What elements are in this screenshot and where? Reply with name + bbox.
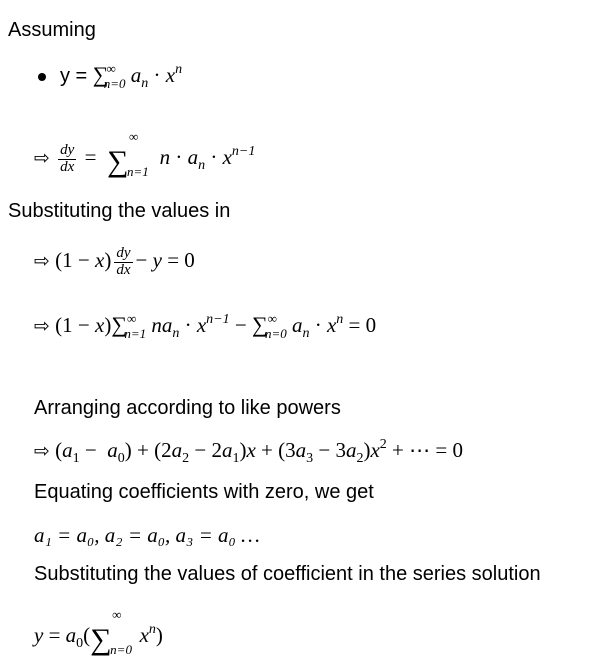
bullet-icon bbox=[38, 73, 46, 81]
heading-arranging: Arranging according to like powers bbox=[34, 397, 341, 419]
equation-like-powers: ⇨ $(a_1 - a_0) + (2a_2 - 2a_1)x + (3a_3 - 3a_2)x^2$ + ⋯ = 0 bbox=[34, 437, 463, 466]
equation-assumption: $y = \sum^\infty_{n=0}$ $a_n \cdot x^n$ bbox=[60, 61, 183, 91]
implies-arrow-icon: ⇨ bbox=[34, 250, 50, 273]
equation-differential: ⇨ (1 − x) $\frac{dy}{dx}$ − y = 0 bbox=[34, 245, 195, 278]
heading-equating: Equating coefficients with zero, we get bbox=[34, 481, 374, 503]
equation-series-substituted: ⇨ $(1 - x)\sum^\infty_{n=1}$ $na_n \cdot x^{n-1} - \sum^\infty_{n=0}$ $a_n \cdot x^n = 0$ bbox=[34, 311, 377, 341]
equation-final-solution: $y = a_0(\sum$ ∞ n=0 $x^n$) bbox=[34, 607, 163, 657]
heading-assuming: Assuming bbox=[8, 19, 96, 41]
heading-substituting-coefficient: Substituting the values of coefficient in the series solution bbox=[34, 563, 541, 585]
implies-arrow-icon: ⇨ bbox=[34, 440, 50, 462]
implies-arrow-icon: ⇨ bbox=[34, 147, 50, 170]
heading-substituting: Substituting the values in bbox=[8, 200, 231, 222]
implies-arrow-icon: ⇨ bbox=[34, 315, 50, 337]
equation-coefficients: a₁ = a₀, a₂ = a₀, a₃ = a₀ … bbox=[34, 523, 260, 547]
equation-derivative: ⇨ $\frac{dy}{dx}$ = ∑ ∞ n=1 $n \cdot a_n \cdot x^{n-1}$ bbox=[34, 129, 256, 180]
